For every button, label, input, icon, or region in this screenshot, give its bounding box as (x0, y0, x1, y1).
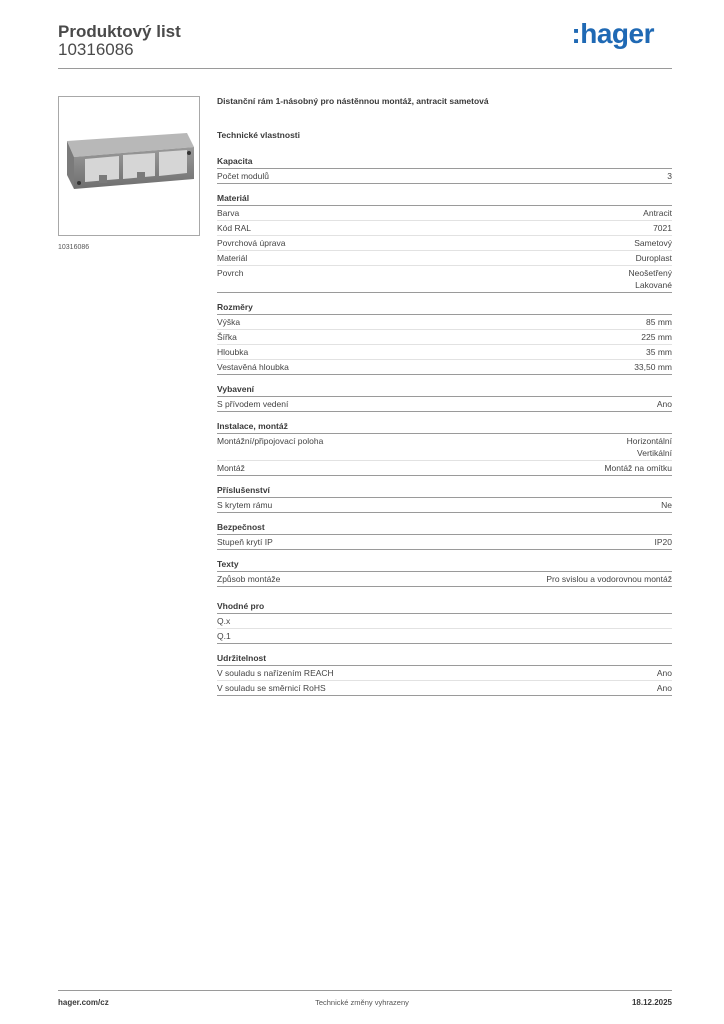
spec-row (217, 535, 672, 549)
spec-row (217, 397, 672, 411)
spec-value-line: Horizontální (626, 436, 672, 446)
spec-value-line: Duroplast (635, 253, 672, 263)
spec-value (657, 667, 672, 679)
spec-label: Hloubka (217, 347, 249, 357)
header-divider (58, 68, 672, 69)
spec-value (641, 331, 672, 343)
spec-row (217, 221, 672, 236)
spec-label: Vestavěná hloubka (217, 362, 289, 372)
spec-row (217, 360, 672, 374)
spec-value-line: 33,50 mm (634, 362, 672, 372)
spec-value (643, 207, 672, 219)
technical-properties-heading: Technické vlastnosti (217, 130, 300, 140)
suitable-list (217, 613, 672, 644)
spec-value (655, 536, 673, 548)
suitable-item (217, 614, 672, 629)
spec-value-line: 225 mm (641, 332, 672, 342)
document-number: 10316086 (58, 40, 134, 59)
spec-value (646, 346, 672, 358)
product-title: Distanční rám 1-násobný pro nástěnnou montáž, antracit sametová (217, 96, 489, 106)
spec-value (636, 252, 672, 264)
section-rows (217, 497, 672, 513)
spec-value-line: 35 mm (646, 347, 672, 357)
spec-value (646, 316, 672, 328)
suitable-item-label: Q.x (217, 616, 231, 626)
hager-logo: :hager (571, 18, 654, 49)
spec-value-line: 85 mm (646, 317, 672, 327)
suitable-item (217, 629, 672, 643)
sustainability-section (217, 653, 672, 696)
section-heading: Kapacita (217, 156, 253, 166)
spec-section (217, 522, 672, 550)
image-caption: 10316086 (58, 244, 90, 251)
spec-row (217, 345, 672, 360)
spec-row (217, 681, 672, 695)
spec-label: Způsob montáže (217, 574, 281, 584)
spec-value-line: IP20 (654, 537, 672, 547)
spec-label: Stupeň krytí IP (217, 537, 273, 547)
spec-section (217, 559, 672, 587)
spec-label: S krytem rámu (217, 500, 273, 510)
spec-value-line: Montáž na omítku (604, 463, 672, 473)
spec-value-line: Sametový (634, 238, 672, 248)
spec-value (634, 361, 672, 373)
spec-label: Výška (217, 317, 241, 327)
spec-row (217, 236, 672, 251)
spec-row (217, 572, 672, 586)
spec-label: Barva (217, 208, 240, 218)
spec-value (661, 499, 672, 511)
spec-label: Povrch (217, 268, 244, 278)
spec-value (546, 573, 672, 585)
spec-row (217, 315, 672, 330)
footer-date: 18.12.2025 (631, 998, 672, 1007)
spec-row (217, 434, 672, 461)
spec-label: V souladu s nařízením REACH (217, 668, 334, 678)
spec-row (217, 266, 672, 292)
section-heading: Příslušenství (217, 485, 270, 495)
spec-label: Počet modulů (217, 171, 269, 181)
spec-value (629, 267, 672, 291)
spec-value (634, 237, 672, 249)
suitable-for-section (217, 601, 672, 644)
spec-value-line: Ne (661, 500, 672, 510)
spec-value-line: 3 (667, 171, 672, 181)
section-heading: Materiál (217, 193, 250, 203)
spec-value-line: Ano (656, 399, 672, 409)
section-rows (217, 168, 672, 184)
spec-value-line: Neošetřený (628, 268, 672, 278)
product-image (58, 96, 200, 236)
spec-section (217, 302, 672, 375)
spec-row (217, 461, 672, 475)
spec-row (217, 251, 672, 266)
spec-row (217, 206, 672, 221)
section-heading: Texty (217, 559, 239, 569)
spec-value (667, 170, 672, 182)
spec-value-line: 7021 (653, 223, 672, 233)
spec-label: Montážní/připojovací poloha (217, 436, 324, 446)
spec-value-line: Vertikální (637, 448, 672, 458)
section-heading: Vybavení (217, 384, 255, 394)
spec-value-line: Antracit (643, 208, 672, 218)
suitable-item-label: Q.1 (217, 631, 231, 641)
section-rows (217, 314, 672, 375)
spec-value-line: Ano (656, 668, 672, 678)
section-heading: Instalace, montáž (217, 421, 288, 431)
spec-label: S přívodem vedení (217, 399, 289, 409)
document-title: Produktový list (58, 22, 181, 41)
spec-value-line: Lakované (635, 280, 672, 290)
spec-section (217, 485, 672, 513)
spec-section (217, 193, 672, 293)
spec-content (217, 96, 672, 705)
footer-note: Technické změny vyhrazeny (315, 998, 409, 1007)
spec-sections (217, 156, 672, 587)
section-rows (217, 534, 672, 550)
spec-value (653, 222, 672, 234)
spec-section (217, 421, 672, 476)
section-heading: Vhodné pro (217, 601, 265, 611)
footer-website: hager.com/cz (58, 998, 109, 1007)
section-rows (217, 571, 672, 587)
sustainability-rows (217, 665, 672, 696)
spec-label: Šířka (217, 332, 237, 342)
section-heading: Bezpečnost (217, 522, 265, 532)
frame-3-module-product-photo (59, 97, 199, 235)
spec-row (217, 169, 672, 183)
section-rows (217, 205, 672, 293)
page-header (58, 20, 672, 70)
spec-label: Montáž (217, 463, 245, 473)
spec-label: Materiál (217, 253, 248, 263)
footer-divider (58, 990, 672, 991)
spec-value-line: Pro svislou a vodorovnou montáž (546, 574, 672, 584)
spec-value-line: Ano (656, 683, 672, 693)
spec-label: Kód RAL (217, 223, 252, 233)
spec-section (217, 384, 672, 412)
spec-value (627, 435, 672, 459)
spec-label: Povrchová úprava (217, 238, 286, 248)
spec-value (657, 682, 672, 694)
spec-section (217, 156, 672, 184)
section-rows (217, 396, 672, 412)
section-heading: Udržitelnost (217, 653, 267, 663)
spec-row (217, 498, 672, 512)
section-rows (217, 433, 672, 476)
spec-label: V souladu se směrnicí RoHS (217, 683, 326, 693)
spec-row (217, 330, 672, 345)
spec-value (604, 462, 672, 474)
spec-row (217, 666, 672, 681)
spec-value (657, 398, 672, 410)
section-heading: Rozměry (217, 302, 253, 312)
